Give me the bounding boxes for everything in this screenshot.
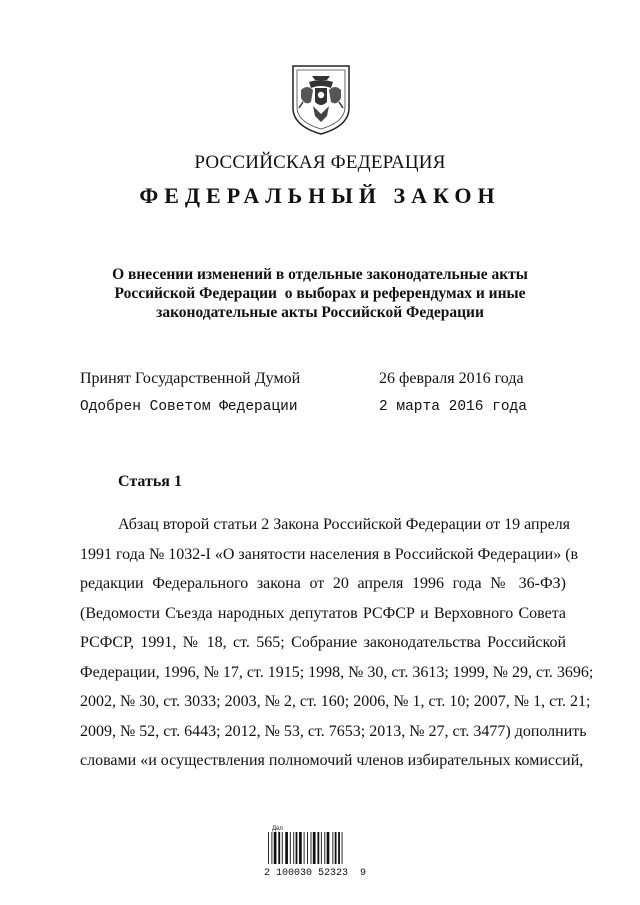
barcode-tag: Дел — [272, 826, 283, 832]
article-line: словами «и осуществления полномочий членов избирательных комиссий, — [80, 752, 584, 769]
barcode-bar — [317, 832, 319, 864]
barcode-bar — [296, 832, 298, 864]
article-line: Федерации, 1996, № 17, ст. 1915; 1998, № 30, ст. 3613; 1999, № 29, ст. 3696; — [80, 663, 594, 681]
law-title — [80, 265, 560, 322]
article-line: РСФСР, 1991, № 18, ст. 565; Собрание законодательства Российской — [80, 634, 566, 651]
barcode-bar — [285, 832, 288, 864]
barcode-bar — [282, 832, 283, 864]
article-body — [80, 510, 594, 776]
russian-coat-of-arms-icon — [289, 62, 353, 138]
barcode-icon — [264, 826, 372, 866]
barcode-bar — [268, 832, 269, 864]
adoption-duma-label: Принят Государственной Думой — [80, 370, 301, 387]
barcode-bar — [311, 832, 312, 864]
law-title-line: законодательные акты Российской Федерации — [156, 304, 484, 321]
article-line: 2002, № 30, ст. 3033; 2003, № 2, ст. 160; 2006, № 1, ст. 10; 2007, № 1, ст. 21; — [80, 693, 591, 710]
barcode-bar — [327, 832, 330, 864]
barcode-bar — [324, 832, 325, 864]
barcode-bar — [304, 832, 305, 864]
barcode-bar — [338, 832, 340, 864]
barcode-bar — [271, 832, 272, 864]
article-line: редакции Федерального закона от 20 апреля 1996 года № 36-ФЗ) — [80, 575, 566, 592]
article-line: 1991 года № 1032-I «О занятости населения в Российской Федерации» (в — [80, 545, 579, 563]
country-name: РОССИЙСКАЯ ФЕДЕРАЦИЯ — [194, 152, 446, 173]
barcode-bar — [290, 832, 291, 864]
document-type: ФЕДЕРАЛЬНЫЙ ЗАКОН — [139, 183, 501, 208]
article-heading: Статья 1 — [118, 473, 182, 490]
adoption-council-date: 2 марта 2016 года — [379, 399, 527, 415]
barcode-bar — [342, 832, 343, 864]
article-line: (Ведомости Съезда народных депутатов РСФСР и Верховного Совета — [80, 604, 566, 622]
barcode-bar — [307, 832, 308, 864]
barcode-bar — [274, 832, 277, 864]
barcode-number: 2 100030 52323 9 — [264, 868, 367, 879]
barcode-bar — [299, 832, 302, 864]
barcode-bar — [335, 832, 337, 864]
article-line: 2009, № 52, ст. 6443; 2012, № 53, ст. 7653; 2013, № 27, ст. 3477) дополнить — [80, 722, 587, 740]
barcode-bar — [293, 832, 294, 864]
adoption-duma-date: 26 февраля 2016 года — [379, 370, 524, 387]
barcode-bar — [321, 832, 322, 864]
law-title-line: О внесении изменений в отдельные законодательные акты — [112, 266, 528, 283]
article-line: Абзац второй статьи 2 Закона Российской Федерации от 19 апреля — [118, 516, 571, 533]
adoption-council-label: Одобрен Советом Федерации — [80, 399, 298, 415]
law-title-line: Российской Федерации о выборах и референдумах и иные — [114, 285, 526, 302]
barcode-bar — [332, 832, 333, 864]
barcode-bar — [278, 832, 280, 864]
barcode-bar — [313, 832, 316, 864]
